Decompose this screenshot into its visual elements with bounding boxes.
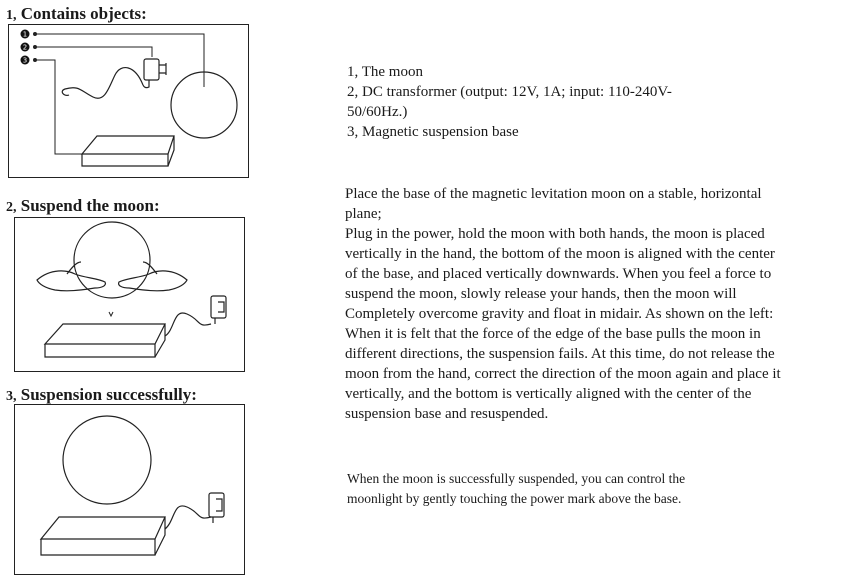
section3-title: Suspension successfully: xyxy=(20,385,197,404)
suspend-illustration xyxy=(15,218,244,371)
section1-number: 1, xyxy=(6,8,17,23)
suspend-line: Plug in the power, hold the moon with both hands, the moon is placed xyxy=(345,226,765,242)
power-cable-icon xyxy=(165,506,211,529)
moon-icon xyxy=(74,222,150,298)
suspend-line: vertically in the hand, the bottom of the moon is aligned with the center xyxy=(345,246,775,262)
section2-title: Suspend the moon: xyxy=(20,196,160,215)
marker-2-label: 2 xyxy=(22,43,28,52)
marker-1-icon xyxy=(21,30,30,39)
section3-number: 3, xyxy=(6,389,17,404)
marker-3-icon xyxy=(21,56,30,65)
marker-3-label: 3 xyxy=(22,56,28,65)
suspend-line: of the base, and placed vertically downwards. When you feel a force to xyxy=(345,266,772,282)
success-instructions xyxy=(347,469,685,509)
suspend-line: suspension base and resuspended. xyxy=(345,406,549,422)
suspend-line: plane; xyxy=(345,206,382,222)
suspend-line: Completely overcome gravity and float in midair. As shown on the left: xyxy=(345,306,774,322)
marker-1-label: 1 xyxy=(22,30,28,39)
item-transformer: 2, DC transformer (output: 12V, 1A; input: 110-240V- xyxy=(347,84,672,100)
contents-diagram xyxy=(8,24,249,178)
suspend-instructions xyxy=(345,184,781,424)
suspend-line: suspend the moon, slowly release your hands, then the moon will xyxy=(345,286,737,302)
suspend-line: moon from the hand, correct the direction of the moon again and place it xyxy=(345,366,781,382)
success-diagram xyxy=(14,404,245,575)
suspend-line: different directions, the suspension fails. At this time, do not release the xyxy=(345,346,775,362)
item-transformer-cont: 50/60Hz.) xyxy=(347,104,408,120)
success-line: When the moon is successfully suspended, you can control the xyxy=(347,471,686,486)
section1-title: Contains objects: xyxy=(20,4,147,23)
section2-number: 2, xyxy=(6,200,17,215)
suspension-base-icon xyxy=(82,136,174,166)
contents-list xyxy=(347,62,672,142)
section2-heading xyxy=(6,196,160,216)
right-hand-icon xyxy=(119,271,187,291)
suspend-diagram xyxy=(14,217,245,372)
success-line: moonlight by gently touching the power mark above the base. xyxy=(347,491,682,506)
power-cable-icon xyxy=(165,313,211,336)
dc-transformer-icon xyxy=(211,296,226,324)
contents-illustration xyxy=(9,25,248,177)
suspend-line: Place the base of the magnetic levitation moon on a stable, horizontal xyxy=(345,186,762,202)
dc-transformer-icon xyxy=(209,493,224,523)
item-base: 3, Magnetic suspension base xyxy=(347,124,519,140)
success-illustration xyxy=(15,405,244,574)
item-moon: 1, The moon xyxy=(347,64,423,80)
moon-icon xyxy=(63,416,151,504)
marker-2-icon xyxy=(21,43,30,52)
suspend-line: vertically, and the bottom is vertically aligned with the center of the xyxy=(345,386,752,402)
dc-transformer-icon xyxy=(62,59,166,98)
suspension-base-icon xyxy=(41,517,165,555)
suspend-line: When it is felt that the force of the edge of the base pulls the moon in xyxy=(345,326,761,342)
section1-heading xyxy=(6,4,147,24)
section3-heading xyxy=(6,385,197,405)
suspension-base-icon xyxy=(45,324,165,357)
left-hand-icon xyxy=(37,271,105,291)
